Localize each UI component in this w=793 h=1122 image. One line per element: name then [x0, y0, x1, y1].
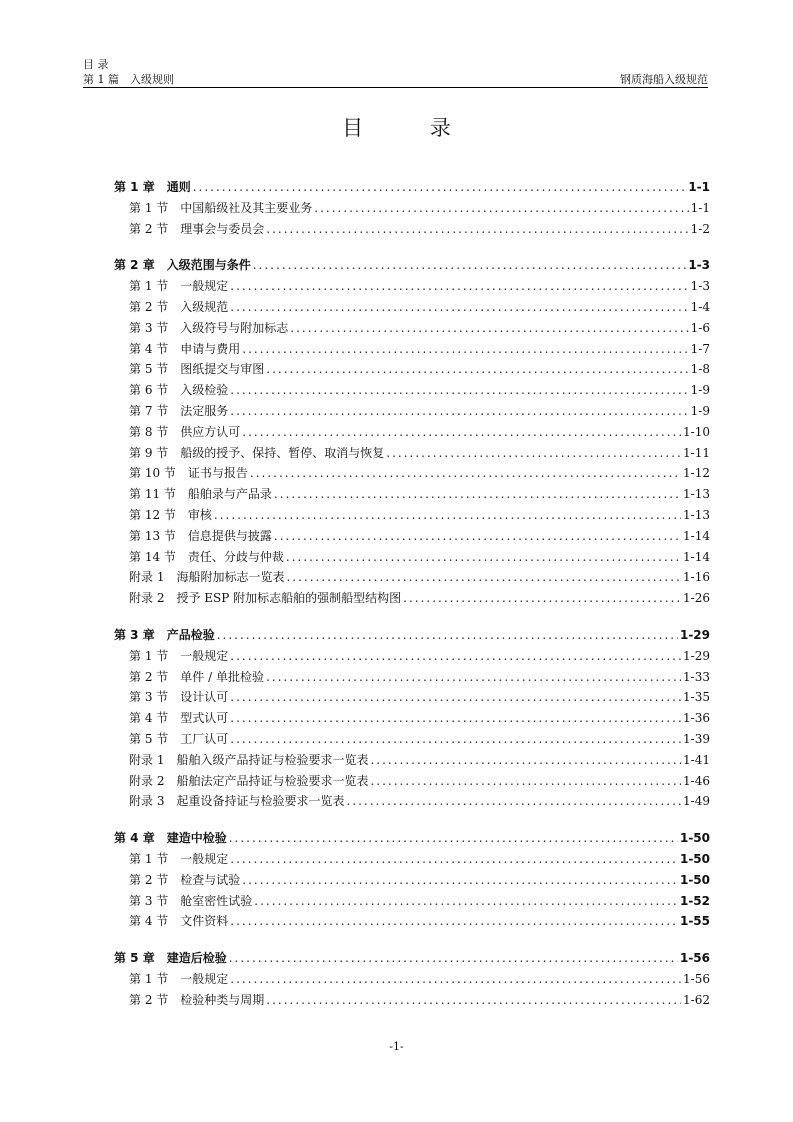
- toc-entry-page: 1-50: [679, 851, 710, 866]
- toc-leader-dots: [229, 951, 678, 965]
- toc-entry-title: 检验种类与周期: [180, 992, 265, 1007]
- toc-leader-dots: [217, 628, 678, 642]
- toc-section-entry[interactable]: [114, 568, 710, 589]
- toc-entry-page: 1-52: [679, 893, 710, 908]
- toc-entry-number: 第 1 节: [129, 971, 169, 986]
- toc-entry-number: 第 2 节: [129, 221, 169, 236]
- toc-section-entry[interactable]: [114, 220, 710, 241]
- toc-leader-dots: [242, 425, 681, 439]
- toc-entry-number: 附录 2: [129, 773, 165, 788]
- toc-leader-dots: [386, 446, 681, 460]
- toc-leader-dots: [230, 690, 681, 704]
- toc-entry-page: 1-11: [683, 445, 710, 460]
- toc-chapter-block: [114, 626, 710, 813]
- toc-leader-dots: [230, 914, 678, 928]
- toc-entry-page: 1-26: [683, 591, 710, 606]
- page-number: -1-: [389, 1040, 404, 1053]
- toc-entry-number: 附录 1: [129, 570, 165, 585]
- toc-entry-number: 附录 3: [129, 794, 165, 809]
- toc-leader-dots: [230, 300, 688, 314]
- toc-chapter-entry[interactable]: [114, 829, 710, 850]
- toc-entry-number: 第 4 章: [114, 831, 155, 846]
- toc-entry-number: 第 3 节: [129, 893, 169, 908]
- toc-entry-number: 第 2 节: [129, 992, 169, 1007]
- toc-chapter-block: [114, 829, 710, 933]
- toc-entry-page: 1-62: [683, 992, 710, 1007]
- toc-entry-page: 1-1: [688, 180, 710, 194]
- toc-section-entry[interactable]: [114, 423, 710, 444]
- toc-leader-dots: [242, 342, 688, 356]
- toc-entry-number: 附录 2: [129, 591, 165, 606]
- toc-entry-title: 文件资料: [180, 914, 229, 929]
- toc-entry-page: 1-8: [690, 362, 710, 377]
- toc-entry-page: 1-46: [683, 773, 710, 788]
- toc-entry-title: 责任、分歧与仲裁: [187, 549, 284, 564]
- toc-entry-title: 授予 ESP 附加标志船舶的强制船型结构图: [176, 591, 402, 606]
- toc-section-entry[interactable]: [114, 506, 710, 527]
- toc-entry-title: 证书与报告: [187, 466, 248, 481]
- toc-entry-title: 入级检验: [180, 383, 229, 398]
- toc-entry-title: 型式认可: [180, 711, 229, 726]
- toc-entry-title: 理事会与委员会: [180, 221, 265, 236]
- toc-section-entry[interactable]: [114, 199, 710, 220]
- toc-entry-page: 1-33: [683, 669, 710, 684]
- toc-leader-dots: [346, 794, 681, 808]
- toc-leader-dots: [250, 466, 681, 480]
- toc-entry-number: 第 10 节: [129, 466, 176, 481]
- toc-leader-dots: [253, 258, 687, 272]
- toc-leader-dots: [230, 852, 678, 866]
- toc-entry-title: 单件 / 单批检验: [180, 669, 264, 684]
- table-of-contents: [114, 178, 710, 1011]
- toc-leader-dots: [254, 894, 678, 908]
- toc-section-entry[interactable]: [114, 527, 710, 548]
- toc-section-entry[interactable]: [114, 647, 710, 668]
- toc-entry-number: 第 8 节: [129, 424, 169, 439]
- toc-entry-page: 1-1: [690, 200, 710, 215]
- toc-leader-dots: [274, 529, 681, 543]
- toc-leader-dots: [242, 873, 678, 887]
- toc-chapter-block: [114, 949, 710, 1011]
- toc-section-entry[interactable]: [114, 792, 710, 813]
- toc-entry-number: 第 4 节: [129, 341, 169, 356]
- toc-entry-number: 第 5 章: [114, 951, 155, 966]
- toc-section-entry[interactable]: [114, 444, 710, 465]
- toc-entry-number: 第 2 节: [129, 299, 169, 314]
- toc-section-entry[interactable]: [114, 340, 710, 361]
- toc-entry-number: 第 2 章: [114, 258, 155, 273]
- toc-leader-dots: [230, 404, 688, 418]
- running-header-label: 目 录: [83, 58, 109, 71]
- toc-entry-title: 信息提供与披露: [187, 528, 272, 543]
- toc-entry-title: 船舶法定产品持证与检验要求一览表: [176, 773, 369, 788]
- toc-entry-number: 第 12 节: [129, 507, 176, 522]
- toc-entry-title: 入级符号与附加标志: [180, 320, 289, 335]
- toc-entry-page: 1-29: [683, 648, 710, 663]
- toc-section-entry[interactable]: [114, 277, 710, 298]
- toc-section-entry[interactable]: [114, 319, 710, 340]
- toc-entry-title: 通则: [166, 180, 191, 194]
- toc-entry-page: 1-7: [690, 341, 710, 356]
- toc-entry-page: 1-12: [683, 466, 710, 481]
- toc-entry-page: 1-3: [688, 258, 710, 273]
- toc-section-entry[interactable]: [114, 464, 710, 485]
- toc-leader-dots: [290, 321, 688, 335]
- toc-leader-dots: [229, 831, 678, 845]
- toc-leader-dots: [403, 591, 681, 605]
- toc-entry-title: 工厂认可: [180, 731, 229, 746]
- toc-section-entry[interactable]: [114, 892, 710, 913]
- toc-section-entry[interactable]: [114, 688, 710, 709]
- toc-leader-dots: [230, 711, 681, 725]
- toc-leader-dots: [230, 649, 681, 663]
- toc-entry-page: 1-13: [683, 487, 710, 502]
- toc-entry-title: 中国船级社及其主要业务: [180, 200, 313, 215]
- toc-leader-dots: [266, 670, 681, 684]
- toc-entry-page: 1-36: [683, 711, 710, 726]
- toc-entry-number: 第 4 节: [129, 914, 169, 929]
- toc-entry-page: 1-29: [679, 627, 710, 642]
- toc-section-entry[interactable]: [114, 991, 710, 1012]
- running-header: [83, 73, 708, 88]
- toc-entry-number: 第 13 节: [129, 528, 176, 543]
- toc-entry-number: 第 3 章: [114, 627, 155, 642]
- toc-entry-title: 法定服务: [180, 403, 229, 418]
- toc-entry-title: 建造中检验: [166, 831, 227, 846]
- toc-section-entry[interactable]: [114, 772, 710, 793]
- toc-entry-page: 1-3: [690, 279, 710, 294]
- toc-section-entry[interactable]: [114, 730, 710, 751]
- toc-leader-dots: [214, 508, 681, 522]
- toc-leader-dots: [314, 201, 688, 215]
- toc-entry-title: 船舶录与产品录: [187, 487, 272, 502]
- toc-entry-page: 1-35: [683, 690, 710, 705]
- toc-entry-page: 1-41: [683, 752, 710, 767]
- toc-entry-page: 1-56: [683, 971, 710, 986]
- toc-entry-number: 第 9 节: [129, 445, 169, 460]
- toc-entry-page: 1-10: [683, 424, 710, 439]
- toc-entry-title: 船级的授予、保持、暂停、取消与恢复: [180, 445, 385, 460]
- toc-leader-dots: [274, 487, 681, 501]
- toc-entry-title: 一般规定: [180, 971, 229, 986]
- toc-entry-title: 产品检验: [166, 627, 215, 642]
- toc-entry-number: 附录 1: [129, 752, 165, 767]
- toc-entry-number: 第 14 节: [129, 549, 176, 564]
- toc-entry-title: 入级范围与条件: [166, 258, 251, 273]
- toc-leader-dots: [266, 222, 688, 236]
- toc-entry-page: 1-49: [683, 794, 710, 809]
- toc-entry-number: 第 5 节: [129, 362, 169, 377]
- toc-section-entry[interactable]: [114, 298, 710, 319]
- toc-entry-number: 第 3 节: [129, 690, 169, 705]
- toc-entry-page: 1-16: [683, 570, 710, 585]
- toc-leader-dots: [230, 383, 688, 397]
- toc-entry-page: 1-2: [690, 221, 710, 236]
- toc-section-entry[interactable]: [114, 751, 710, 772]
- toc-entry-page: 1-50: [679, 831, 710, 846]
- toc-section-entry[interactable]: [114, 850, 710, 871]
- toc-section-entry[interactable]: [114, 548, 710, 569]
- toc-leader-dots: [266, 362, 688, 376]
- toc-entry-page: 1-50: [679, 872, 710, 887]
- toc-leader-dots: [370, 774, 681, 788]
- toc-chapter-block: [114, 256, 710, 610]
- toc-entry-title: 检查与试验: [180, 872, 241, 887]
- toc-section-entry[interactable]: [114, 709, 710, 730]
- toc-entry-number: 第 2 节: [129, 669, 169, 684]
- toc-entry-number: 第 6 节: [129, 383, 169, 398]
- toc-entry-number: 第 4 节: [129, 711, 169, 726]
- toc-entry-title: 供应方认可: [180, 424, 241, 439]
- toc-section-entry[interactable]: [114, 381, 710, 402]
- toc-entry-number: 第 11 节: [129, 487, 176, 502]
- running-header-part: 第 1 篇 入级规则: [83, 73, 174, 86]
- toc-section-entry[interactable]: [114, 589, 710, 610]
- toc-leader-dots: [266, 993, 681, 1007]
- toc-leader-dots: [370, 753, 681, 767]
- toc-entry-number: 第 1 节: [129, 648, 169, 663]
- toc-entry-title: 海船附加标志一览表: [176, 570, 285, 585]
- toc-section-entry[interactable]: [114, 970, 710, 991]
- toc-entry-title: 船舶入级产品持证与检验要求一览表: [176, 752, 369, 767]
- toc-entry-page: 1-6: [690, 320, 710, 335]
- toc-entry-number: 第 1 节: [129, 279, 169, 294]
- toc-section-entry[interactable]: [114, 402, 710, 423]
- toc-leader-dots: [230, 972, 681, 986]
- toc-entry-page: 1-39: [683, 731, 710, 746]
- toc-leader-dots: [286, 550, 681, 564]
- toc-section-entry[interactable]: [114, 360, 710, 381]
- toc-entry-page: 1-14: [683, 549, 710, 564]
- toc-entry-title: 一般规定: [180, 851, 229, 866]
- toc-chapter-entry[interactable]: [114, 949, 710, 970]
- toc-entry-title: 图纸提交与审图: [180, 362, 265, 377]
- toc-entry-title: 一般规定: [180, 279, 229, 294]
- toc-entry-page: 1-14: [683, 528, 710, 543]
- toc-entry-title: 设计认可: [180, 690, 229, 705]
- toc-leader-dots: [193, 180, 687, 194]
- toc-entry-number: 第 5 节: [129, 731, 169, 746]
- toc-section-entry[interactable]: [114, 485, 710, 506]
- toc-entry-number: 第 2 节: [129, 872, 169, 887]
- toc-chapter-entry[interactable]: [114, 256, 710, 277]
- toc-leader-dots: [230, 279, 688, 293]
- toc-entry-number: 第 1 章: [114, 180, 155, 194]
- toc-section-entry[interactable]: [114, 871, 710, 892]
- toc-entry-page: 1-56: [679, 951, 710, 966]
- toc-leader-dots: [286, 570, 681, 584]
- toc-chapter-entry[interactable]: [114, 178, 710, 199]
- toc-entry-number: 第 1 节: [129, 200, 169, 215]
- toc-section-entry[interactable]: [114, 668, 710, 689]
- running-header-book: 钢质海船入级规范: [620, 73, 708, 86]
- toc-entry-title: 建造后检验: [166, 951, 227, 966]
- toc-entry-page: 1-13: [683, 507, 710, 522]
- toc-entry-number: 第 7 节: [129, 403, 169, 418]
- toc-entry-title: 起重设备持证与检验要求一览表: [176, 794, 345, 809]
- toc-entry-page: 1-9: [690, 383, 710, 398]
- toc-entry-number: 第 3 节: [129, 320, 169, 335]
- toc-entry-title: 舱室密性试验: [180, 893, 253, 908]
- toc-entry-number: 第 1 节: [129, 851, 169, 866]
- toc-entry-page: 1-4: [690, 299, 710, 314]
- toc-chapter-block: [114, 178, 710, 240]
- toc-entry-title: 申请与费用: [180, 341, 241, 356]
- toc-entry-title: 入级规范: [180, 299, 229, 314]
- toc-section-entry[interactable]: [114, 912, 710, 933]
- toc-entry-page: 1-55: [679, 914, 710, 929]
- page-title: 目 录: [342, 116, 481, 140]
- toc-leader-dots: [230, 732, 681, 746]
- toc-entry-page: 1-9: [690, 403, 710, 418]
- toc-entry-title: 审核: [187, 507, 212, 522]
- toc-entry-title: 一般规定: [180, 648, 229, 663]
- toc-chapter-entry[interactable]: [114, 626, 710, 647]
